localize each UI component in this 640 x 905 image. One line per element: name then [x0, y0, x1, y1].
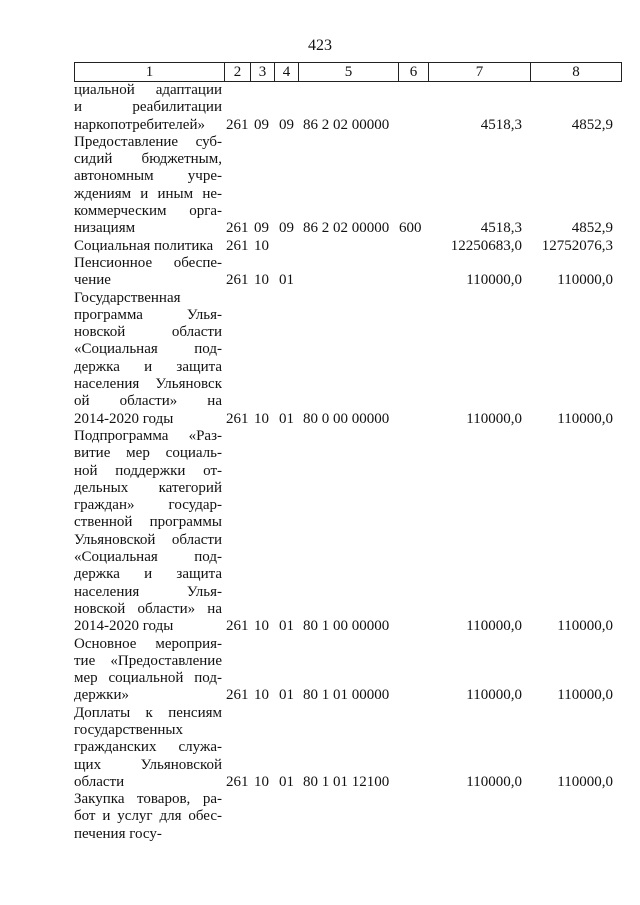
- description-line: Предоставление суб-: [74, 133, 222, 150]
- cell-col-3: 10: [254, 272, 269, 289]
- cell-col-5: 86 2 02 00000: [303, 116, 390, 133]
- cell-col-5: 80 1 01 00000: [303, 687, 390, 704]
- row-description: [74, 636, 222, 705]
- description-line: и реабилитации: [74, 99, 222, 116]
- description-line: граждан» государ-: [74, 497, 222, 514]
- description-line: области: [74, 773, 125, 790]
- column-header-2: 2: [225, 63, 251, 82]
- description-line: «Социальная под-: [74, 341, 222, 358]
- row-description: [74, 705, 222, 791]
- description-line: витие мер социаль-: [74, 445, 222, 462]
- cell-col-2: 261: [226, 272, 249, 289]
- description-line: Закупка товаров, ра-: [74, 791, 222, 808]
- table-row: [74, 255, 634, 290]
- description-line: новской области: [74, 324, 222, 341]
- cell-col-3: 09: [254, 116, 269, 133]
- table-row: [74, 290, 634, 428]
- description-line: автономным учре-: [74, 168, 222, 185]
- cell-col-7: 110000,0: [466, 272, 522, 289]
- cell-col-5: 80 1 01 12100: [303, 773, 390, 790]
- column-header-6: 6: [399, 63, 429, 82]
- cell-col-8: 110000,0: [557, 687, 613, 704]
- description-line: держки»: [74, 687, 129, 704]
- description-line: ственной программы: [74, 514, 222, 531]
- cell-col-2: 261: [226, 687, 249, 704]
- cell-col-4: 09: [279, 116, 294, 133]
- description-line: Социальная политика: [74, 237, 214, 254]
- table-row: [74, 134, 634, 238]
- column-header-8: 8: [531, 63, 622, 82]
- cell-col-7: 110000,0: [466, 687, 522, 704]
- description-line: новской области» на: [74, 600, 222, 617]
- cell-col-2: 261: [226, 116, 249, 133]
- cell-col-8: 110000,0: [557, 773, 613, 790]
- cell-col-3: 10: [254, 237, 269, 254]
- cell-col-4: 01: [279, 773, 294, 790]
- cell-col-8: 110000,0: [557, 618, 613, 635]
- description-line: гражданских служа-: [74, 739, 222, 756]
- cell-col-7: 110000,0: [466, 410, 522, 427]
- description-line: печения госу-: [74, 825, 162, 842]
- cell-col-8-total: 12752076,3: [541, 237, 613, 254]
- cell-col-2: 261: [226, 773, 249, 790]
- description-line: населения Ульяновск: [74, 376, 222, 393]
- description-line: низациям: [74, 220, 136, 237]
- description-line: чение: [74, 272, 111, 289]
- description-line: Ульяновской области: [74, 531, 222, 548]
- cell-col-4: 01: [279, 410, 294, 427]
- description-line: Государственная: [74, 289, 181, 306]
- cell-col-7: 110000,0: [466, 618, 522, 635]
- cell-col-3: 10: [254, 410, 269, 427]
- cell-col-4: 01: [279, 272, 294, 289]
- cell-col-5: 86 2 02 00000: [303, 220, 390, 237]
- row-description: [74, 238, 222, 255]
- description-line: программа Улья-: [74, 306, 222, 323]
- cell-col-8: 110000,0: [557, 272, 613, 289]
- cell-col-8: 4852,9: [571, 220, 613, 237]
- cell-col-4: 09: [279, 220, 294, 237]
- row-description: [74, 290, 222, 428]
- cell-col-7: 4518,3: [480, 116, 522, 133]
- cell-col-2: 261: [226, 618, 249, 635]
- description-line: держка и защита: [74, 358, 222, 375]
- description-line: Основное мероприя-: [74, 635, 222, 652]
- description-line: Доплаты к пенсиям: [74, 704, 222, 721]
- cell-col-7: 4518,3: [480, 220, 522, 237]
- cell-col-7: 110000,0: [466, 773, 522, 790]
- cell-col-3: 09: [254, 220, 269, 237]
- table-row: [74, 238, 634, 255]
- column-header-1: 1: [75, 63, 225, 82]
- cell-col-2: 261: [226, 220, 249, 237]
- description-line: наркопотребителей»: [74, 116, 205, 133]
- description-line: циальной адаптации: [74, 82, 222, 98]
- row-description: [74, 134, 222, 238]
- cell-col-2: 261: [226, 237, 249, 254]
- column-header-4: 4: [275, 63, 299, 82]
- description-line: мер социальной под-: [74, 670, 222, 687]
- cell-col-3: 10: [254, 687, 269, 704]
- description-line: 2014-2020 годы: [74, 618, 174, 635]
- description-line: сидий бюджетным,: [74, 151, 222, 168]
- description-line: коммерческим орга-: [74, 203, 222, 220]
- row-description: [74, 791, 222, 843]
- cell-col-4: 01: [279, 618, 294, 635]
- description-line: 2014-2020 годы: [74, 410, 174, 427]
- description-line: ждениям и иным не-: [74, 185, 222, 202]
- cell-col-4: 01: [279, 687, 294, 704]
- description-line: щих Ульяновской: [74, 756, 222, 773]
- description-line: ой области» на: [74, 393, 222, 410]
- table-row: [74, 791, 634, 843]
- cell-col-3: 10: [254, 618, 269, 635]
- row-description: [74, 255, 222, 290]
- description-line: тие «Предоставление: [74, 652, 222, 669]
- cell-col-2: 261: [226, 410, 249, 427]
- description-line: государственных: [74, 721, 183, 738]
- description-line: держка и защита: [74, 566, 222, 583]
- cell-col-8: 4852,9: [571, 116, 613, 133]
- page-number: 423: [308, 37, 332, 54]
- column-header-row: [74, 62, 622, 82]
- row-description: [74, 82, 222, 134]
- cell-col-8: 110000,0: [557, 410, 613, 427]
- description-line: Пенсионное обеспе-: [74, 254, 222, 271]
- row-description: [74, 428, 222, 636]
- description-line: ной поддержки от-: [74, 462, 222, 479]
- cell-col-7-total: 12250683,0: [450, 237, 522, 254]
- description-line: Подпрограмма «Раз-: [74, 427, 222, 444]
- column-header-3: 3: [251, 63, 275, 82]
- column-header-7: 7: [429, 63, 531, 82]
- table-row: [74, 636, 634, 705]
- budget-table-body: [74, 82, 634, 843]
- table-row: [74, 428, 634, 636]
- description-line: населения Улья-: [74, 583, 222, 600]
- cell-col-5: 80 1 00 00000: [303, 618, 390, 635]
- description-line: бот и услуг для обес-: [74, 808, 222, 825]
- description-line: «Социальная под-: [74, 549, 222, 566]
- cell-col-5: 80 0 00 00000: [303, 410, 390, 427]
- cell-col-3: 10: [254, 773, 269, 790]
- description-line: дельных категорий: [74, 479, 222, 496]
- table-row: [74, 82, 634, 134]
- table-row: [74, 705, 634, 791]
- column-header-5: 5: [299, 63, 399, 82]
- cell-col-6: 600: [399, 220, 422, 237]
